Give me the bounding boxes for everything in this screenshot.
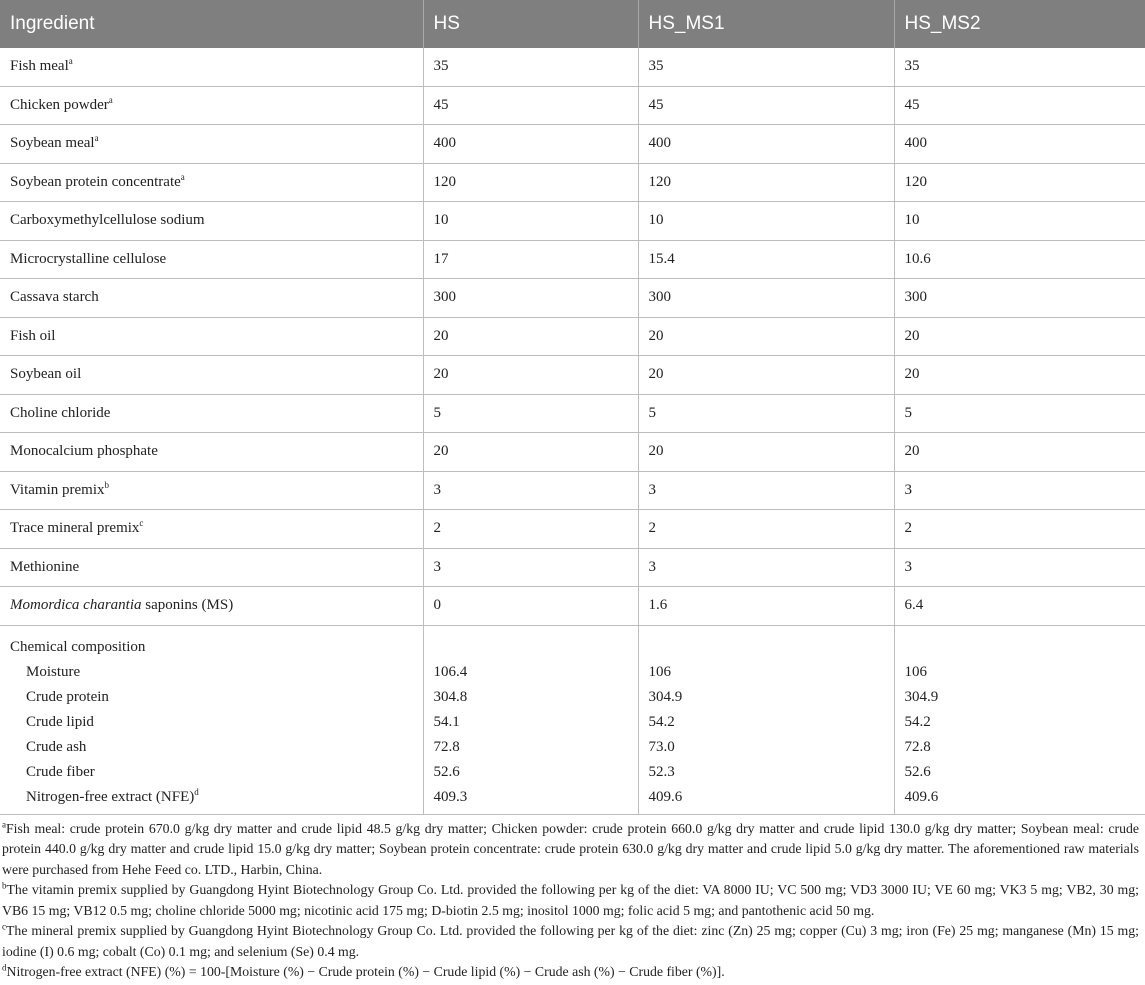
table-row [0, 548, 1145, 587]
footnote-d [2, 962, 1139, 983]
chem-hs-ms2: 52.6 [904, 763, 931, 780]
table-row [0, 356, 1145, 395]
chem-label: Crude fiber [26, 763, 95, 780]
footnote-mark: a [108, 94, 113, 105]
cell-hs: 20 [423, 356, 638, 395]
chem-hs: 106.4 [433, 663, 468, 680]
footnote-text: The mineral premix supplied by Guangdong Hyint Biotechnology Group Co. Ltd. provided the following per kg of the diet: zinc (Zn) 25 mg; copper (Cu) 3 mg; iron (Fe) 25 mg; manganese (Mn) 15 mg; iodine (I) 0.6 mg; cobalt (Co) 0.1 mg; and selenium (Se) 0.4 mg. [2, 923, 1139, 959]
footnote-mark: d [2, 962, 7, 973]
cell-hs-ms1: 3 [638, 548, 894, 587]
cell-hs-ms2: 45 [894, 86, 1145, 125]
chem-hs-ms2: 72.8 [904, 738, 931, 755]
footnote-mark: c [139, 518, 144, 529]
chem-hs-ms1: 73.0 [648, 738, 675, 755]
cell-hs-ms2: 3 [894, 471, 1145, 510]
ingredient-name: Choline chloride [10, 404, 111, 421]
table-row [0, 240, 1145, 279]
footnote-mark: a [94, 133, 99, 144]
cell-hs-ms1: 5 [638, 394, 894, 433]
cell-hs: 120 [423, 163, 638, 202]
cell-hs: 3 [423, 471, 638, 510]
header-hs-ms2: HS_MS2 [894, 0, 1145, 48]
cell-hs: 17 [423, 240, 638, 279]
chem-label: Moisture [26, 663, 81, 680]
ingredient-name: Fish oil [10, 327, 56, 344]
chem-hs-ms1: 54.2 [648, 713, 675, 730]
chem-hs: 52.6 [433, 763, 460, 780]
table-row [0, 202, 1145, 241]
header-ingredient: Ingredient [0, 0, 423, 48]
table-row [0, 125, 1145, 164]
cell-hs-ms2: 400 [894, 125, 1145, 164]
ingredient-name: Cassava starch [10, 289, 99, 306]
cell-hs-ms1: 400 [638, 125, 894, 164]
cell-hs: 0 [423, 587, 638, 626]
footnote-b [2, 880, 1139, 921]
chemical-composition-row [0, 625, 1145, 814]
cell-hs-ms2: 120 [894, 163, 1145, 202]
chem-hs-ms2: 304.9 [904, 688, 939, 705]
footnote-text: Nitrogen-free extract (NFE) (%) = 100-[Moisture (%) − Crude protein (%) − Crude lipid (%) − Crude ash (%) − Crude fiber (%)]. [6, 964, 725, 979]
table-row [0, 86, 1145, 125]
cell-hs-ms1: 2 [638, 510, 894, 549]
ingredient-name: Carboxymethylcellulose sodium [10, 212, 205, 229]
cell-hs-ms2: 300 [894, 279, 1145, 318]
table-row [0, 471, 1145, 510]
cell-hs-ms1: 20 [638, 356, 894, 395]
cell-hs-ms1: 3 [638, 471, 894, 510]
ingredient-name: Trace mineral premix [10, 520, 140, 537]
footnote-mark: a [180, 171, 185, 182]
ms-species-name: Momordica charantia [10, 597, 142, 614]
table-row [0, 163, 1145, 202]
cell-hs-ms2: 2 [894, 510, 1145, 549]
chem-hs-ms1: 106 [648, 663, 671, 680]
cell-hs-ms1: 300 [638, 279, 894, 318]
ms-label-rest: saponins (MS) [141, 597, 234, 614]
cell-hs: 300 [423, 279, 638, 318]
footnote-mark: a [2, 818, 6, 829]
cell-hs-ms1: 15.4 [638, 240, 894, 279]
ingredient-name: Soybean oil [10, 366, 82, 383]
cell-hs-ms2: 5 [894, 394, 1145, 433]
cell-hs-ms2: 10 [894, 202, 1145, 241]
cell-hs-ms1: 1.6 [638, 587, 894, 626]
cell-hs-ms2: 20 [894, 317, 1145, 356]
cell-hs: 20 [423, 317, 638, 356]
footnote-text: Fish meal: crude protein 670.0 g/kg dry matter and crude lipid 48.5 g/kg dry matter; Chicken powder: crude protein 660.0 g/kg dry matter and crude lipid 130.0 g/kg dry matter; Soybean meal: crude protein 440.0 g/kg dry matter and crude lipid 15.0 g/kg dry matter; Soybean protein concentrate: crude protein 630.0 g/kg dry matter and crude lipid 5.0 g/kg dry matter. The aforementioned raw materials were purchased from Hehe Feed co. LTD., Harbin, China. [2, 820, 1139, 877]
header-hs: HS [423, 0, 638, 48]
table-row [0, 317, 1145, 356]
chem-hs: 54.1 [433, 713, 460, 730]
ingredient-name: Soybean meal [10, 135, 95, 152]
footnote-mark: b [104, 479, 109, 490]
table-row [0, 279, 1145, 318]
header-row [0, 0, 1145, 48]
chem-label: Crude lipid [26, 713, 94, 730]
cell-hs-ms2: 35 [894, 48, 1145, 86]
chem-hs-ms1: 52.3 [648, 763, 675, 780]
cell-hs-ms1: 20 [638, 317, 894, 356]
cell-hs-ms2: 20 [894, 433, 1145, 472]
chem-hs-ms1: 304.9 [648, 688, 683, 705]
ingredient-name: Chicken powder [10, 96, 109, 113]
cell-hs-ms2: 10.6 [894, 240, 1145, 279]
chem-label: Crude ash [26, 738, 87, 755]
table-body [0, 48, 1145, 814]
cell-hs: 35 [423, 48, 638, 86]
footnote-mark: a [68, 56, 73, 67]
ingredient-name: Vitamin premix [10, 481, 105, 498]
cell-hs-ms1: 35 [638, 48, 894, 86]
cell-hs: 3 [423, 548, 638, 587]
chemical-composition-heading: Chemical composition [10, 638, 146, 655]
table-row-ms [0, 587, 1145, 626]
table-footnotes [0, 815, 1145, 983]
cell-hs-ms2: 20 [894, 356, 1145, 395]
footnote-mark: c [2, 921, 6, 932]
footnote-mark: d [194, 786, 199, 797]
cell-hs: 45 [423, 86, 638, 125]
ingredient-name: Microcrystalline cellulose [10, 250, 167, 267]
cell-hs: 2 [423, 510, 638, 549]
footnote-mark: b [2, 880, 7, 891]
ingredient-name: Fish meal [10, 58, 69, 75]
cell-hs: 400 [423, 125, 638, 164]
footnote-text: The vitamin premix supplied by Guangdong Hyint Biotechnology Group Co. Ltd. provided the following per kg of the diet: VA 8000 IU; VC 500 mg; VD3 3000 IU; VE 60 mg; VK3 5 mg; VB2, 30 mg; VB6 15 mg; VB12 0.5 mg; choline chloride 5000 mg; nicotinic acid 175 mg; D-biotin 2.5 mg; inositol 1000 mg; folic acid 5 mg; and pantothenic acid 50 mg. [2, 882, 1139, 918]
chem-hs-ms2: 409.6 [904, 788, 939, 805]
chem-label: Crude protein [26, 688, 109, 705]
cell-hs-ms1: 120 [638, 163, 894, 202]
chem-hs: 409.3 [433, 788, 468, 805]
cell-hs: 20 [423, 433, 638, 472]
chem-hs-ms2: 54.2 [904, 713, 931, 730]
chem-label: Nitrogen-free extract (NFE) [26, 788, 195, 805]
cell-hs-ms2: 6.4 [894, 587, 1145, 626]
cell-hs-ms1: 45 [638, 86, 894, 125]
cell-hs-ms1: 10 [638, 202, 894, 241]
chem-hs-ms2: 106 [904, 663, 927, 680]
chem-hs: 72.8 [433, 738, 460, 755]
footnote-a [2, 819, 1139, 881]
cell-hs-ms2: 3 [894, 548, 1145, 587]
table-row [0, 48, 1145, 86]
cell-hs: 5 [423, 394, 638, 433]
table-row [0, 433, 1145, 472]
cell-hs: 10 [423, 202, 638, 241]
header-hs-ms1: HS_MS1 [638, 0, 894, 48]
ingredient-name: Methionine [10, 558, 80, 575]
table-row [0, 394, 1145, 433]
chem-hs: 304.8 [433, 688, 468, 705]
ingredient-name: Monocalcium phosphate [10, 443, 158, 460]
footnote-c [2, 921, 1139, 962]
table-row [0, 510, 1145, 549]
chem-hs-ms1: 409.6 [648, 788, 683, 805]
ingredient-name: Soybean protein concentrate [10, 173, 181, 190]
cell-hs-ms1: 20 [638, 433, 894, 472]
